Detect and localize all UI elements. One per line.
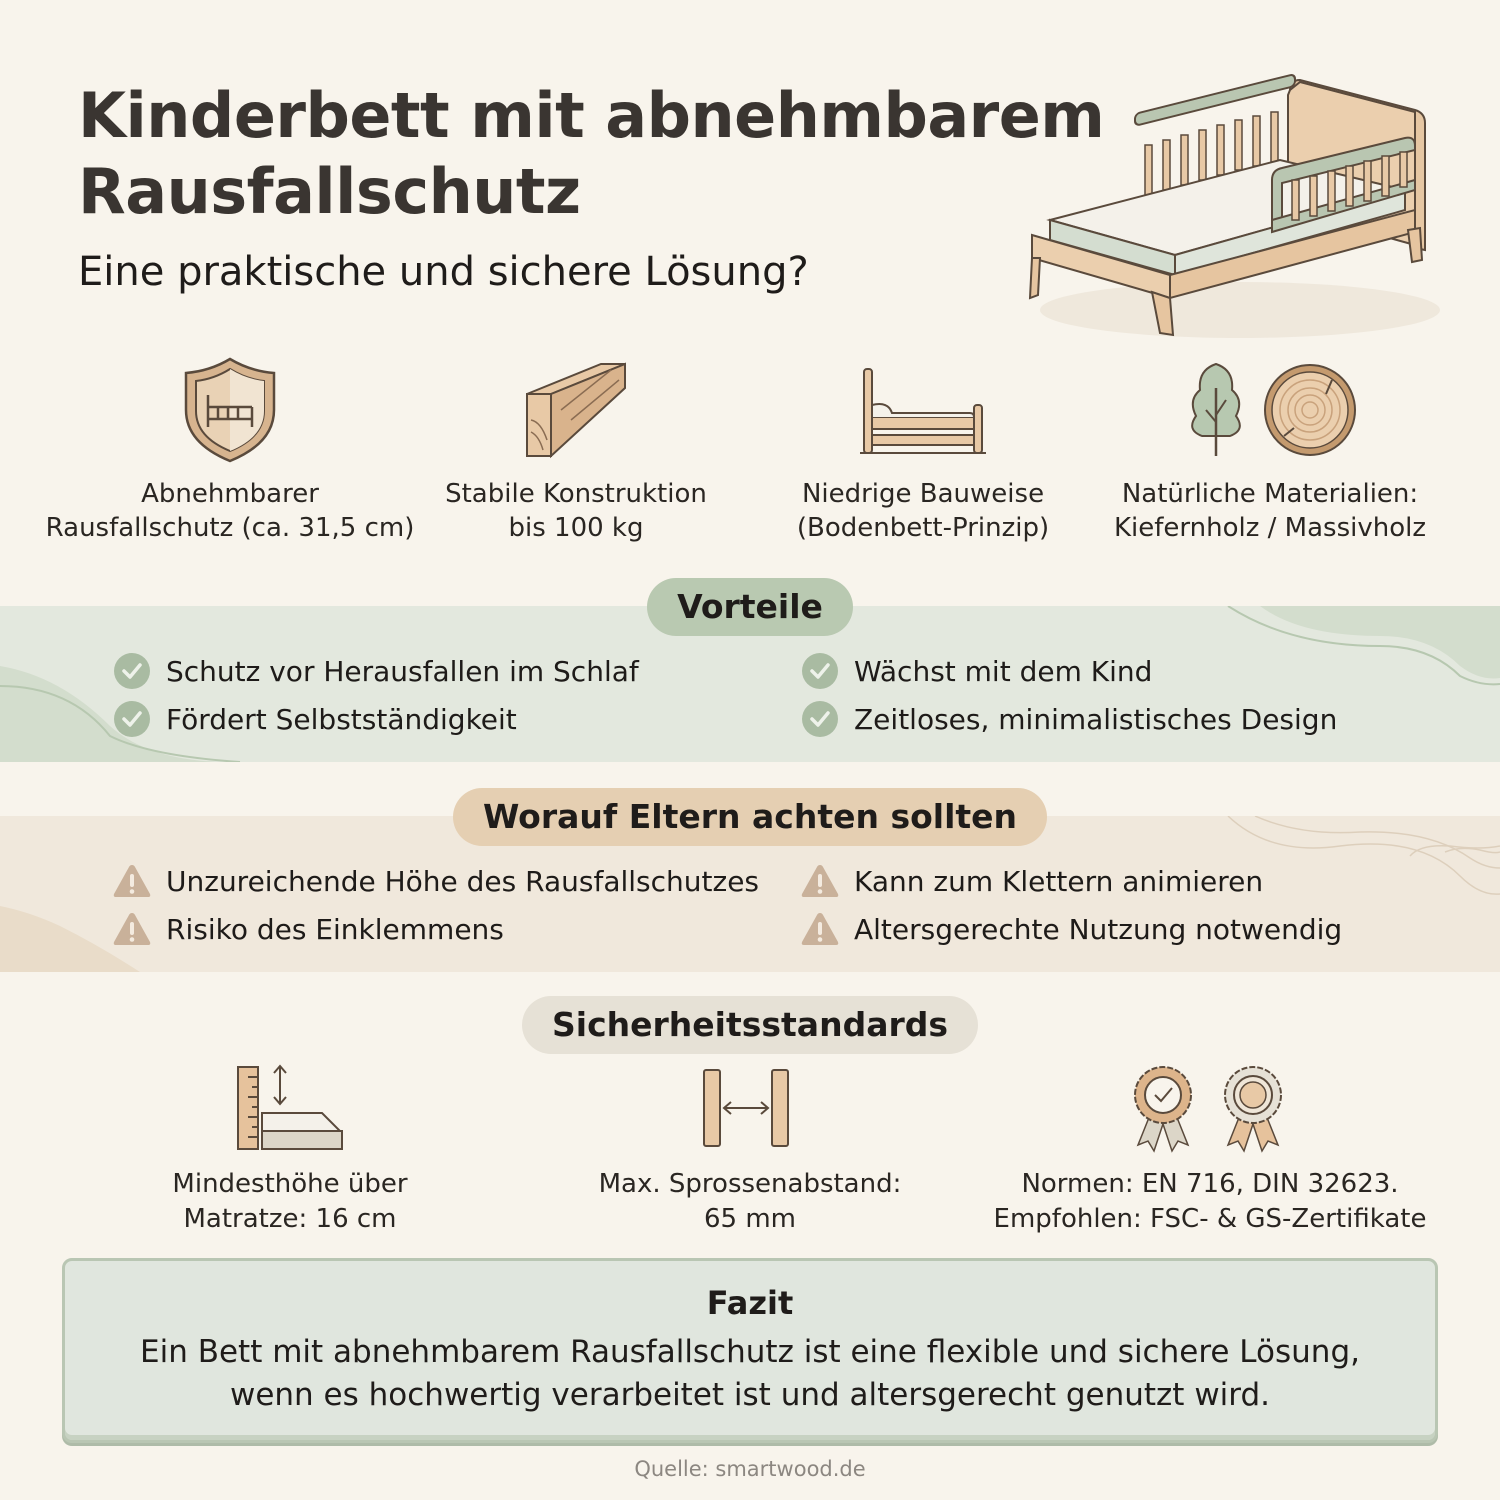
cautions-title: Worauf Eltern achten sollten: [453, 788, 1047, 846]
advantage-text: Wächst mit dem Kind: [854, 654, 1153, 688]
feature-label-line1: Stabile Konstruktion: [445, 479, 707, 509]
advantages-title: Vorteile: [647, 578, 853, 636]
check-circle-icon: [800, 699, 840, 739]
standards-title: Sicherheitsstandards: [522, 996, 978, 1054]
standard-slat-spacing: [560, 1060, 940, 1237]
advantages-list-left: [112, 647, 639, 743]
warning-triangle-icon: [112, 861, 152, 901]
caution-text: Risiko des Einklemmens: [166, 912, 504, 946]
feature-removable-guard: [40, 355, 420, 545]
standard-label-line2: Empfohlen: FSC- & GS-Zertifikate: [993, 1204, 1427, 1234]
standard-label-line1: Mindesthöhe über: [172, 1169, 408, 1199]
conclusion-box: [62, 1258, 1438, 1443]
feature-low-design: [733, 355, 1113, 545]
conclusion-line1: Ein Bett mit abnehmbarem Rausfallschutz ist eine flexible und sichere Lösung,: [140, 1334, 1360, 1370]
feature-stable-construction: [386, 355, 766, 545]
advantages-list-right: [800, 647, 1337, 743]
list-item: [112, 905, 759, 953]
check-circle-icon: [112, 651, 152, 691]
feature-label-line2: Kiefernholz / Massivholz: [1114, 513, 1426, 543]
slat-spacing-icon: [560, 1060, 940, 1155]
certificate-rosettes-icon: [970, 1060, 1450, 1155]
feature-label-line1: Niedrige Bauweise: [801, 479, 1045, 509]
feature-label-line2: Rausfallschutz (ca. 31,5 cm): [45, 513, 415, 543]
advantages-header: [0, 578, 1500, 636]
source-credit: Quelle: smartwood.de: [634, 1457, 866, 1481]
standard-label-line1: Normen: EN 716, DIN 32623.: [1021, 1169, 1399, 1199]
list-item: [800, 695, 1337, 743]
feature-label-line2: (Bodenbett-Prinzip): [796, 513, 1050, 543]
warning-triangle-icon: [800, 909, 840, 949]
warning-triangle-icon: [112, 909, 152, 949]
caution-text: Unzureichende Höhe des Rausfallschutzes: [166, 864, 760, 898]
standard-label-line2: 65 mm: [703, 1204, 796, 1234]
conclusion-line2: wenn es hochwertig verarbeitet ist und altersgerecht genutzt wird.: [229, 1377, 1271, 1413]
page-subtitle: Eine praktische und sichere Lösung?: [78, 249, 809, 295]
feature-label-line1: Natürliche Materialien:: [1121, 479, 1419, 509]
list-item: [800, 647, 1337, 695]
feature-natural-materials: [1080, 355, 1460, 545]
list-item: [800, 857, 1342, 905]
conclusion-title: Fazit: [706, 1284, 794, 1322]
title-line-1: Kinderbett mit abnehmbarem: [78, 79, 1105, 152]
ruler-mattress-icon: [130, 1060, 450, 1155]
toddler-bed-illustration: [1010, 70, 1440, 345]
check-circle-icon: [800, 651, 840, 691]
standard-norms: [970, 1060, 1450, 1237]
feature-label-line2: bis 100 kg: [508, 513, 644, 543]
list-item: [112, 857, 759, 905]
list-item: [112, 695, 639, 743]
advantage-text: Fördert Selbstständigkeit: [166, 702, 517, 736]
feature-label-line1: Abnehmbarer: [141, 479, 319, 509]
page-title: [78, 78, 1138, 230]
standards-header: [0, 996, 1500, 1054]
cautions-header: [0, 788, 1500, 846]
advantage-text: Schutz vor Herausfallen im Schlaf: [166, 654, 639, 688]
warning-triangle-icon: [800, 861, 840, 901]
caution-text: Kann zum Klettern animieren: [854, 864, 1264, 898]
low-bed-icon: [733, 355, 1113, 465]
list-item: [800, 905, 1342, 953]
tree-and-log-icon: [1080, 355, 1460, 465]
wood-beam-icon: [386, 355, 766, 465]
cautions-list-left: [112, 857, 759, 953]
caution-text: Altersgerechte Nutzung notwendig: [854, 912, 1343, 946]
advantage-text: Zeitloses, minimalistisches Design: [854, 702, 1338, 736]
list-item: [112, 647, 639, 695]
standard-label-line1: Max. Sprossenabstand:: [598, 1169, 902, 1199]
check-circle-icon: [112, 699, 152, 739]
shield-bed-icon: [40, 355, 420, 465]
standard-min-height: [130, 1060, 450, 1237]
standard-label-line2: Matratze: 16 cm: [183, 1204, 397, 1234]
title-line-2: Rausfallschutz: [78, 155, 581, 228]
cautions-list-right: [800, 857, 1342, 953]
